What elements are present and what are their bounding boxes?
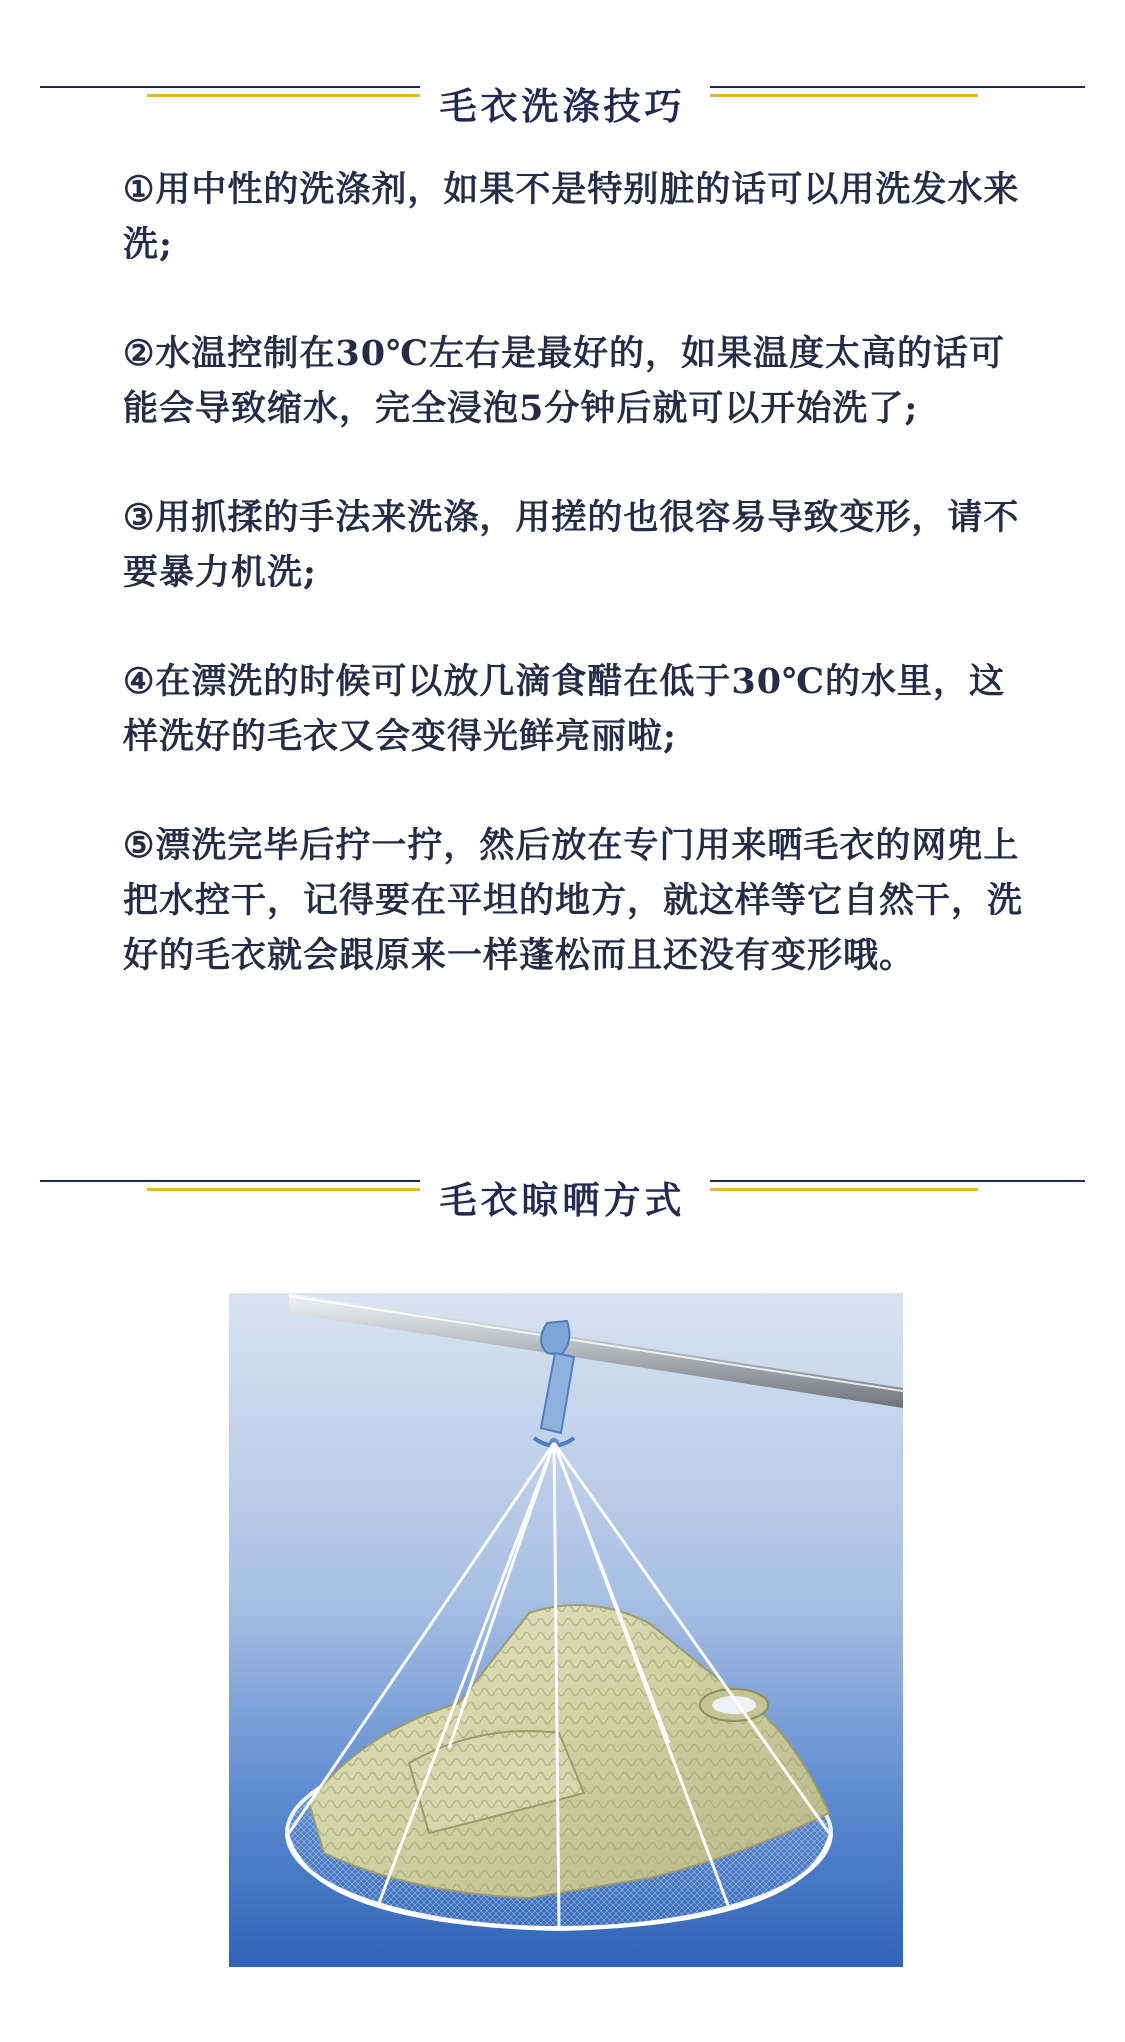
tip-item [123,326,1023,436]
header-rule-left [40,86,420,88]
header-rule-right [710,86,1085,88]
tip-number: ② [123,333,156,374]
tip-text: 用中性的洗涤剂，如果不是特别脏的话可以用洗发水来洗; [123,169,1020,265]
tip-text: 漂洗完毕后拧一拧，然后放在专门用来晒毛衣的网兜上把水控干，记得要在平坦的地方，就这样等它自然干，洗好的毛衣就会跟原来一样蓬松而且还没有变形哦。 [123,825,1024,976]
washing-tips-list [123,162,1023,1037]
tip-item [123,654,1023,764]
header-accent-right [710,94,978,97]
tip-text: 水温控制在30℃左右是最好的，如果温度太高的话可能会导致缩水，完全浸泡5分钟后就可以开始洗了; [123,333,1006,429]
sweater-drying-photo [229,1293,903,1967]
tip-number: ⑤ [123,825,156,866]
tip-number: ① [123,169,156,210]
section-header-drying [0,1166,1125,1226]
tip-item [123,818,1023,983]
tip-text: 在漂洗的时候可以放几滴食醋在低于30℃的水里，这样洗好的毛衣又会变得光鲜亮丽啦; [123,661,1006,757]
tip-item [123,162,1023,272]
section-header-washing [0,72,1125,132]
header-accent-right [710,1188,978,1191]
tip-item [123,490,1023,600]
tip-number: ④ [123,661,156,702]
section-title: 毛衣晾晒方式 [439,1178,686,1222]
section-title: 毛衣洗涤技巧 [439,84,686,128]
header-accent-left [147,94,420,97]
tip-number: ③ [123,497,156,538]
header-rule-right [710,1180,1085,1182]
header-accent-left [147,1188,420,1191]
tip-text: 用抓揉的手法来洗涤，用搓的也很容易导致变形，请不要暴力机洗; [123,497,1020,593]
header-rule-left [40,1180,420,1182]
